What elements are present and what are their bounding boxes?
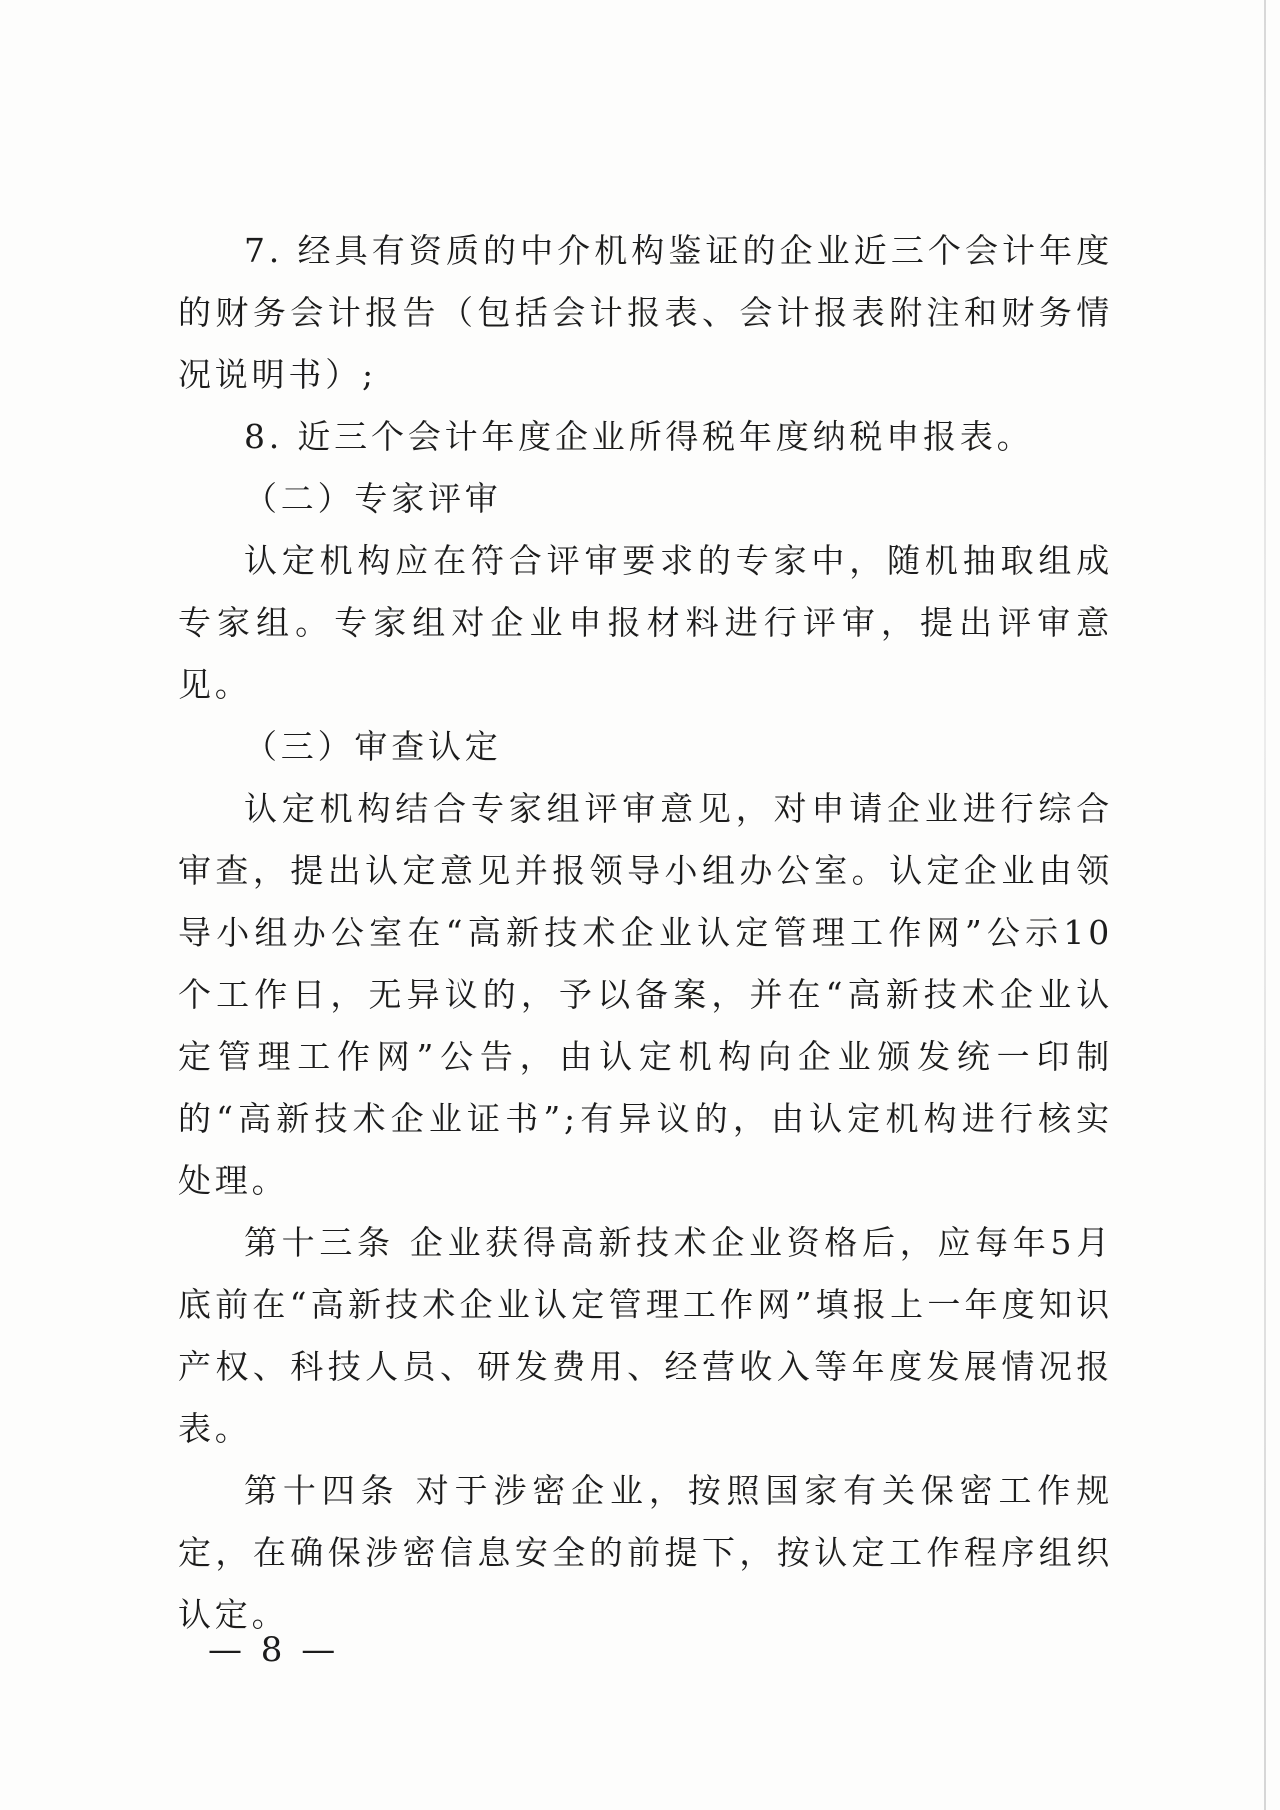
paragraph-item-7: 7. 经具有资质的中介机构鉴证的企业近三个会计年度的财务会计报告（包括会计报表、会计报表附注和财务情况说明书）; [178, 231, 1113, 394]
page-edge-line [1264, 0, 1266, 1810]
paragraph-expert-review: 认定机构应在符合评审要求的专家中，随机抽取组成专家组。专家组对企业申报材料进行评审，提出评审意见。 [178, 541, 1113, 704]
paragraph-review-approval: 认定机构结合专家组评审意见，对申请企业进行综合审查，提出认定意见并报领导小组办公室。认定企业由领导小组办公室在“高新技术企业认定管理工作网”公示10个工作日，无异议的，予以备案，并在“高新技术企业认定管理工作网”公告，由认定机构向企业颁发统一印制的“高新技术企业证书”;有异议的，由认定机构进行核实处理。 [178, 789, 1113, 1200]
paragraph-item-8: 8. 近三个会计年度企业所得税年度纳税申报表。 [244, 417, 1034, 456]
page-number: — 8 — [208, 1630, 340, 1670]
section-heading-review-approval: （三）审查认定 [244, 727, 502, 766]
paragraph-article-13: 第十三条 企业获得高新技术企业资格后，应每年5月底前在“高新技术企业认定管理工作网”填报上一年度知识产权、科技人员、研发费用、经营收入等年度发展情况报表。 [178, 1223, 1113, 1448]
paragraph-article-14: 第十四条 对于涉密企业，按照国家有关保密工作规定，在确保涉密信息安全的前提下，按认定工作程序组织认定。 [178, 1471, 1113, 1634]
section-heading-expert-review: （二）专家评审 [244, 479, 502, 518]
document-body [178, 220, 1113, 1646]
